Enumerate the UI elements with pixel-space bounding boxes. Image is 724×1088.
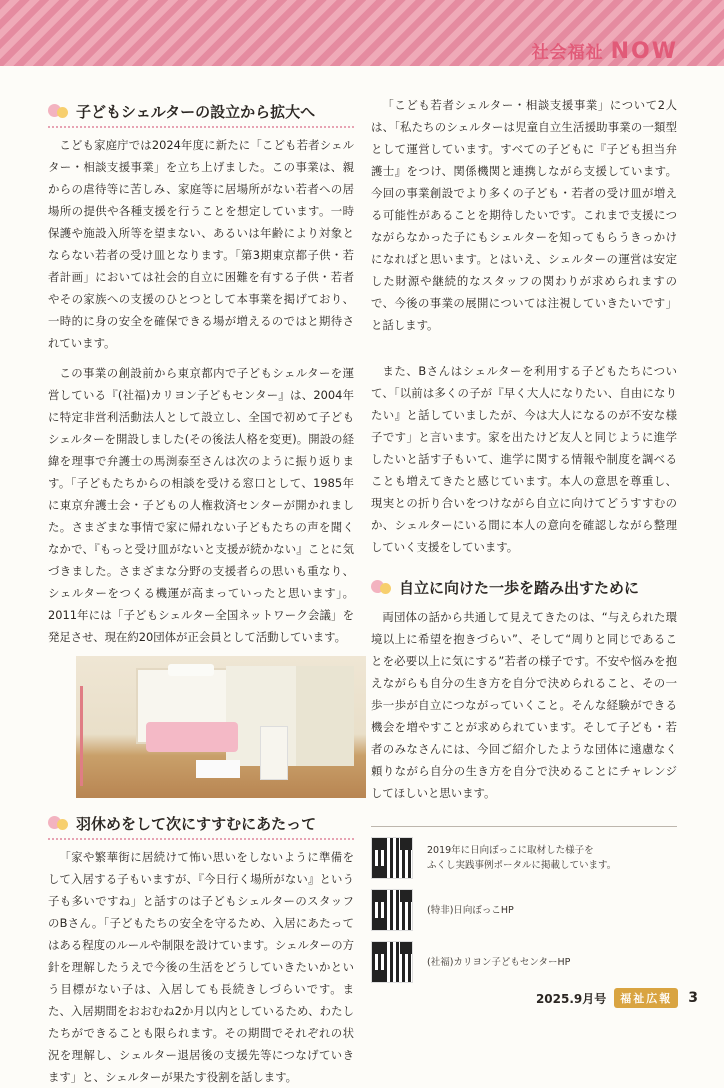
- section-heading-text: 子どもシェルターの設立から拡大へ: [76, 102, 316, 121]
- hanger-rack: [80, 686, 107, 786]
- shelter-room-photo: [76, 656, 366, 798]
- curtain: [296, 666, 354, 766]
- qr-code-icon[interactable]: [371, 941, 413, 983]
- section-heading-shelter-expansion: [48, 98, 354, 128]
- paragraph: こども家庭庁では2024年度に新たに「こども若者シェルター・相談支援事業」を立ち上げました。この事業は、親からの虐待等に苦しみ、家庭等に居場所がない若者への居場所の提供や各種支援を行うことを想定しています。一時保護や施設入所等を望まない、あるいは年齢により対象とならない若者の受け皿となります。「第3期東京都子供・若者計画」においては社会的自立に困難を有する子供・若者やその家族への支援のひとつとして本事業を掲げており、一時的に身の安全を確保できる場が増えるのではと期待されています。: [48, 138, 354, 350]
- section-heading-independence: [371, 574, 677, 600]
- paragraph: この事業の創設前から東京都内で子どもシェルターを運営している『(社福)カリヨン子どもセンター』は、2004年に特定非営利活動法人として設立し、全国で初めて子どもシェルターを開設しました(その後法人格を変更)。開設の経緯を理事で弁護士の馬渕泰至さんは次のように振り返ります。「子どもたちからの相談を受ける窓口として、1985年に東京弁護士会・子どもの人権救済センターが開かれました。さまざまな事情で家に帰れない子どもたちの声を聞くなかで、『もっと受け皿がないと支援が続かない』ことに気づきました。さまざまな分野の支援者らの思いも重なり、シェルターをつくる機運が高まっていったと思います」。2011年には「子どもシェルター全国ネットワーク会議」を発足させ、現在約20団体が正会員として活動しています。: [48, 366, 354, 644]
- magazine-logo: 福祉広報: [614, 988, 678, 1008]
- bubble-dots-icon: [48, 101, 72, 121]
- section-title-now: NOW: [610, 39, 678, 64]
- qr-code-icon[interactable]: [371, 837, 413, 879]
- right-column: [371, 94, 677, 804]
- qr-label: (社福)カリヨン子どもセンターHP: [427, 956, 571, 968]
- bed: [146, 722, 238, 752]
- qr-links: [371, 826, 677, 983]
- section-heading-text: 羽休めをして次にすすむにあたって: [76, 814, 317, 833]
- paragraph: 「家や繁華街に居続けて怖い思いをしないように準備をして入居する子もいますが、『今日行く場所がない』という子も多いですね」と話すのは子どもシェルターのスタッフのBさん。「子どもたちの安全を守るため、入居にあたってはある程度のルールや制限を設けています。シェルターの方針を理解したうえで今後の生活をどうしていきたいかという目標がない子は、入居しても長続きしづらいです。また、入居期間をおおむね2か月以内としているため、わたしたちができることも限られます。その期間でそれぞれの状況を理解し、シェルター退居後の支援先等につなげていきます」と、シェルターが果たす役割を話します。: [48, 850, 354, 1084]
- section-heading-rest: [48, 810, 354, 840]
- page-number: 3: [688, 990, 698, 1006]
- bubble-dots-icon: [48, 813, 72, 833]
- qr-link-item[interactable]: [371, 889, 677, 931]
- bubble-dots-icon: [371, 577, 395, 597]
- low-table: [196, 760, 240, 778]
- qr-label: 2019年に日向ぼっこに取材した様子を ふくし実践事例ポータルに掲載しています。: [427, 845, 617, 871]
- paragraph: 両団体の話から共通して見えてきたのは、“与えられた環境以上に希望を抱きづらい”、そして“周りと同じであることを必要以上に気にする”若者の様子です。不安や悩みを抱えながらも自分の生き方を自分で決められること、その一歩一歩が自立につながっていくこと。そんな経験ができる機会を増やすことが求められています。そして子ども・若者のみなさんには、今回ご紹介したような団体に遠慮なく頼りながら自分の生き方を自分で決めることにチャレンジしてほしいと思います。: [371, 610, 677, 800]
- paragraph: 「こども若者シェルター・相談支援事業」について2人は、「私たちのシェルターは児童自立生活援助事業の一類型として運営しています。すべての子どもに『子ども担当弁護士』をつけ、関係機関と連携しながら支援しています。今回の事業創設でより多くの子ども・若者の受け皿が増える可能性があることを期待したいです。これまで支援につながらなかった子にもシェルターを知ってもらうきっかけになればと思います。とはいえ、シェルターの運営は安定した財源や継続的なスタッフの関わりが求められますので、今後の事業の展開については注視していきたいです」と話します。: [371, 98, 677, 332]
- air-conditioner: [168, 664, 214, 676]
- shelf: [260, 726, 288, 780]
- magazine-section-title: [532, 38, 678, 64]
- qr-label: (特非)日向ぼっこHP: [427, 904, 514, 916]
- left-column: [48, 98, 354, 1084]
- qr-link-item[interactable]: [371, 941, 677, 983]
- page-header: [0, 0, 724, 66]
- section-heading-text: 自立に向けた一歩を踏み出すために: [399, 578, 640, 597]
- issue-date: 2025.9月号: [535, 991, 607, 1006]
- qr-link-item[interactable]: [371, 837, 677, 879]
- qr-code-icon[interactable]: [371, 889, 413, 931]
- page-footer: [536, 988, 698, 1008]
- paragraph: また、Bさんはシェルターを利用する子どもたちについて、「以前は多くの子が『早く大人になりたい、自由になりたい』と話していましたが、今は大人になるのが不安な様子です」と言います。家を出たけど友人と同じように進学したいと話す子もいて、進学に関する情報や制度を調べることも増えてきたと感じています。本人の意思を尊重し、現実との折り合いをつけながら自立に向けてどうすすむのか、シェルターにいる間に本人の意向を確認しながら整理していく支援をしています。: [371, 364, 677, 554]
- section-title-prefix: 社会福祉: [531, 43, 604, 63]
